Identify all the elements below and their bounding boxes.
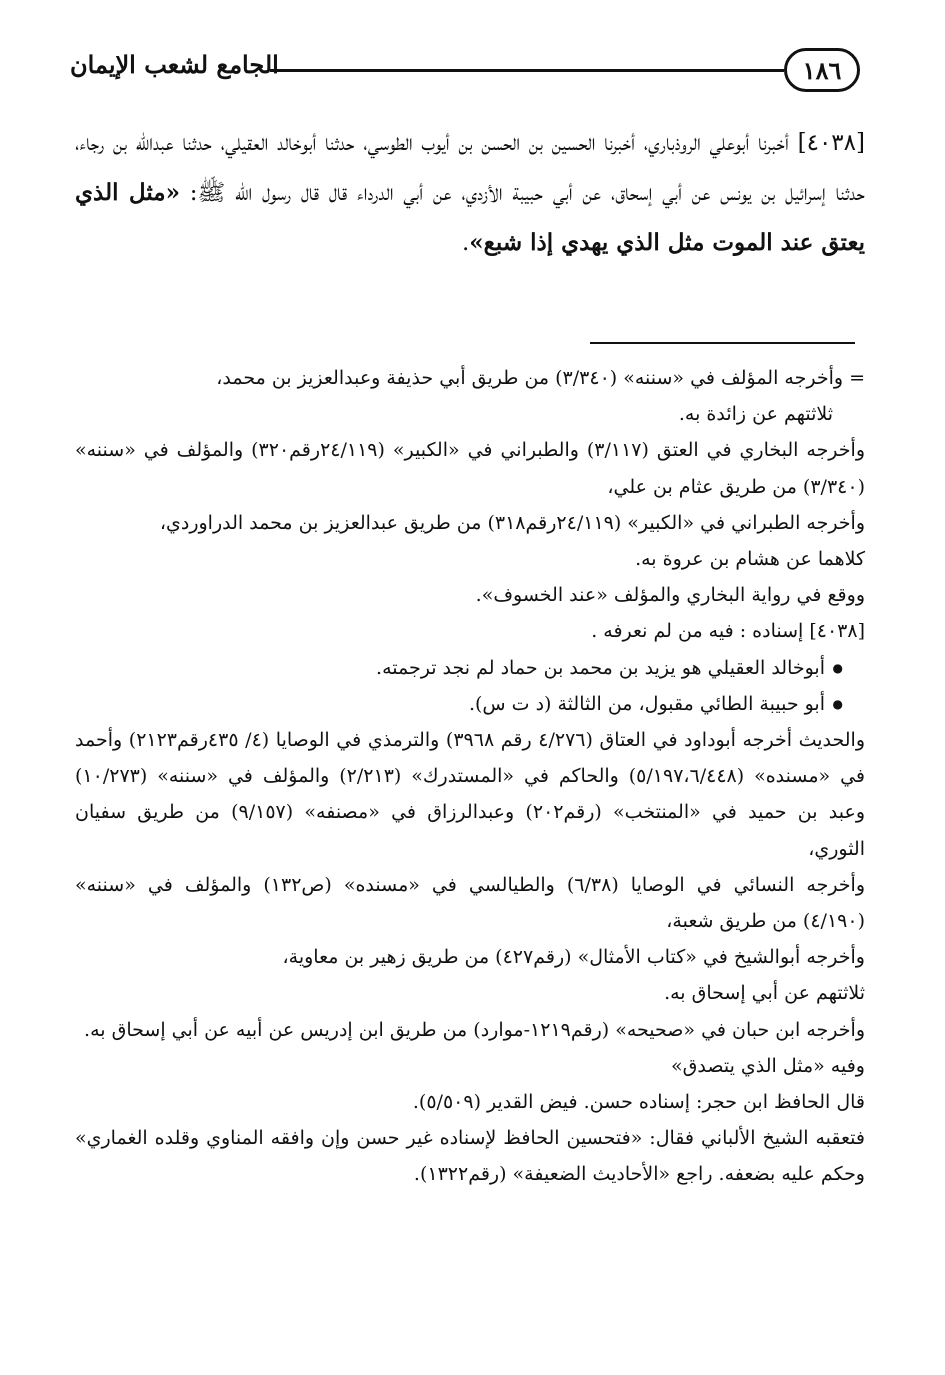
footnote-line: وأخرجه البخاري في العتق (٣/١١٧) والطبراني في «الكبير» (٢٤/١١٩رقم٣٢٠) والمؤلف في «سننه» (٣/٣٤٠) من طريق عثام بن علي، (75, 439, 865, 498)
footnote-bullet: ● أبوخالد العقيلي هو يزيد بن محمد بن حماد لم نجد ترجمته. (75, 650, 865, 686)
footnote-line: فتعقبه الشيخ الألباني فقال: «فتحسين الحافظ لإسناده غير حسن وإن وافقه المناوي وقلده الغماري» وحكم عليه بضعفه. راجع «الأحاديث الضعيفة» (رقم١٣٢٢). (75, 1127, 865, 1186)
footnote-line: ووقع في رواية البخاري والمؤلف «عند الخسوف». (475, 584, 865, 607)
hadith-line-3: إسحاق، عن أبي حبيبة الأزدي، عن أبي الدرداء قال قال رسول الله ﷺ: (179, 180, 653, 206)
hadith-matn-end: يعتق عند الموت مثل الذي يهدي إذا شبع» (469, 229, 865, 256)
page-number: ١٨٦ (784, 48, 860, 92)
footnote-line: = وأخرجه المؤلف في «سننه» (٣/٣٤٠) من طريق أبي حذيفة وعبدالعزيز بن محمد، (216, 367, 865, 389)
footnote-line: ثلاثتهم عن زائدة به. (678, 403, 833, 426)
footnote-line: [٤٠٣٨] إسناده : فيه من لم نعرفه . (591, 620, 865, 643)
footnote-line: كلاهما عن هشام بن عروة به. (635, 548, 865, 571)
footnote-line: وفيه «مثل الذي يتصدق» (671, 1054, 865, 1077)
footnotes (75, 360, 865, 1193)
footnote-line: قال الحافظ ابن حجر: إسناده حسن. فيض القدير (٥/٥٠٩). (412, 1091, 865, 1114)
footnote-line: وأخرجه النسائي في الوصايا (٦/٣٨) والطيالسي في «مسنده» (ص١٣٢) والمؤلف في «سننه» (٤/١٩٠) من طريق شعبة، (75, 873, 866, 933)
hadith-line-1: أخبرنا أبوعلي الروذباري، أخبرنا الحسين بن الحسن بن أيوب الطوسي، (363, 130, 798, 156)
footnote-line: وأخرجه ابن حبان في «صحيحه» (رقم١٢١٩-موارد) من طريق ابن إدريس عن أبيه عن أبي إسحاق به. (84, 1018, 865, 1041)
hadith-matn-start: «مثل الذي (75, 179, 180, 206)
footnote-separator (590, 342, 855, 344)
footnote-line: والحديث أخرجه أبوداود في العتاق (٤/٢٧٦ رقم ٣٩٦٨) والترمذي في الوصايا (٤/ ٤٣٥رقم٢١٢٣) وأحمد في «مسنده» (٥/١٩٧،٦/٤٤٨) والحاكم في «المستدرك» (٢/٢١٣) والمؤلف في «سننه» (١٠/٢٧٣) وعبد بن حميد في «المنتخب» (رقم٢٠٢) وعبدالرزاق في «مصنفه» (٩/١٥٧) من طريق سفيان الثوري، (75, 729, 866, 860)
hadith-line-2: حدثنا أبوخالد العقيلي، حدثنا عبدالله بن رجاء، حدثنا إسرائيل بن يونس عن أبي (75, 130, 865, 206)
footnote-line: وأخرجه أبوالشيخ في «كتاب الأمثال» (رقم٤٢٧) من طريق زهير بن معاوية، (282, 946, 865, 969)
page-header (70, 42, 860, 100)
header-rule (270, 69, 784, 72)
hadith-text (75, 118, 865, 268)
hadith-number: [٤٠٣٨] (797, 130, 865, 156)
footnote-line: ثلاثتهم عن أبي إسحاق به. (664, 982, 865, 1005)
hadith-end-punct: . (461, 230, 470, 256)
running-title: الجامع لشعب الإيمان (70, 50, 279, 79)
footnote-line: وأخرجه الطبراني في «الكبير» (٢٤/١١٩رقم٣١٨) من طريق عبدالعزيز بن محمد الدراوردي، (159, 511, 865, 534)
footnote-bullet: ● أبو حبيبة الطائي مقبول، من الثالثة (د ت س). (75, 686, 865, 722)
